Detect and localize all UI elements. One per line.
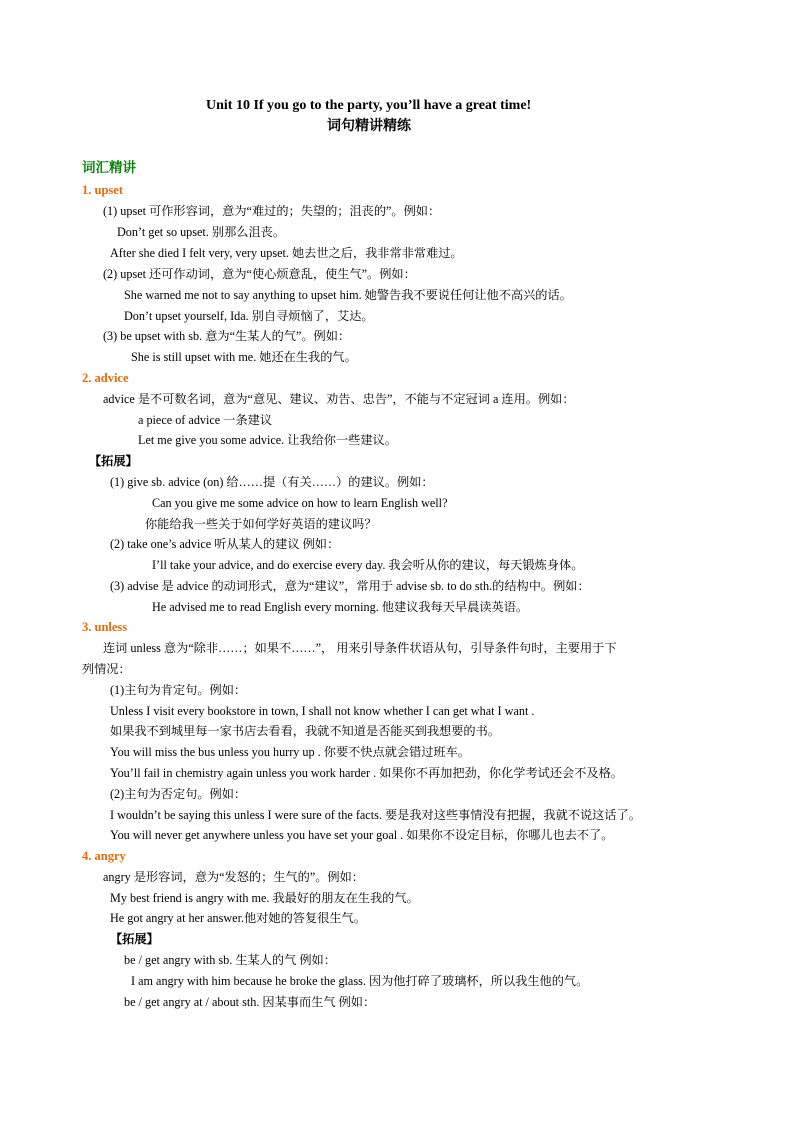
entry-line: (3) be upset with sb. 意为“生某人的气”。例如： bbox=[103, 329, 351, 343]
example-line: She warned me not to say anything to upset him. 她警告我不要说任何让他不高兴的话。 bbox=[124, 288, 572, 302]
entry-line: (2) take one’s advice 听从某人的建议 例如： bbox=[110, 537, 340, 551]
entry-line: (2) upset 还可作动词，意为“使心烦意乱，使生气”。例如： bbox=[103, 267, 416, 281]
example-line: I wouldn’t be saying this unless I were sure of the facts. 要是我对这些事情没有把握，我就不说这话了。 bbox=[110, 808, 641, 822]
entry-line: 连词 unless 意为“除非……；如果不……”， 用来引导条件状语从句，引导条件句时，主要用于下 bbox=[103, 641, 617, 655]
example-line: Don’t get so upset. 别那么沮丧。 bbox=[117, 225, 286, 239]
entry-line: 列情况： bbox=[82, 662, 131, 676]
example-line: Let me give you some advice. 让我给你一些建议。 bbox=[138, 433, 397, 447]
entry-line: (2)主句为否定句。例如： bbox=[110, 787, 247, 801]
example-line: You will never get anywhere unless you have set your goal . 如果你不设定目标，你哪儿也去不了。 bbox=[110, 828, 614, 842]
entry-line: (3) advise 是 advice 的动词形式，意为“建议”，常用于 advise sb. to do sth.的结构中。例如： bbox=[110, 579, 590, 593]
example-line: You’ll fail in chemistry again unless you work harder . 如果你不再加把劲，你化学考试还会不及格。 bbox=[110, 766, 623, 780]
extension-label: 【拓展】 bbox=[89, 454, 138, 468]
entry-line: angry 是形容词，意为“发怒的；生气的”。例如： bbox=[103, 870, 364, 884]
example-line: Unless I visit every bookstore in town, I shall not know whether I can get what I want . bbox=[110, 704, 535, 718]
example-line: a piece of advice 一条建议 bbox=[138, 413, 273, 427]
entry-heading-advice: 2. advice bbox=[82, 371, 129, 385]
entry-line: (1) upset 可作形容词，意为“难过的；失望的；沮丧的”。例如： bbox=[103, 204, 441, 218]
entry-line: be / get angry with sb. 生某人的气 例如： bbox=[124, 953, 336, 967]
example-line: My best friend is angry with me. 我最好的朋友在生我的气。 bbox=[110, 891, 419, 905]
entry-line: be / get angry at / about sth. 因某事而生气 例如： bbox=[124, 995, 376, 1009]
entry-line: (1)主句为肯定句。例如： bbox=[110, 683, 247, 697]
example-line: He advised me to read English every morning. 他建议我每天早晨读英语。 bbox=[152, 600, 529, 614]
example-line: 你能给我一些关于如何学好英语的建议吗？ bbox=[145, 517, 377, 531]
section-heading: 词汇精讲 bbox=[82, 160, 136, 175]
example-line: He got angry at her answer.他对她的答复很生气。 bbox=[110, 911, 366, 925]
example-line: Don’t upset yourself, Ida. 别自寻烦恼了，艾达。 bbox=[124, 309, 374, 323]
entry-heading-angry: 4. angry bbox=[82, 849, 126, 863]
example-line: After she died I felt very, very upset. 她去世之后，我非常非常难过。 bbox=[110, 246, 463, 260]
example-line: Can you give me some advice on how to learn English well? bbox=[152, 496, 448, 510]
example-line: You will miss the bus unless you hurry up . 你要不快点就会错过班车。 bbox=[110, 745, 470, 759]
example-line: 如果我不到城里每一家书店去看看，我就不知道是否能买到我想要的书。 bbox=[110, 724, 500, 738]
entry-line: advice 是不可数名词，意为“意见、建议、劝告、忠告”，不能与不定冠词 a 连用。例如： bbox=[103, 392, 575, 406]
example-line: I’ll take your advice, and do exercise every day. 我会听从你的建议，每天锻炼身体。 bbox=[152, 558, 584, 572]
extension-label: 【拓展】 bbox=[110, 932, 159, 946]
example-line: She is still upset with me. 她还在生我的气。 bbox=[131, 350, 357, 364]
entry-heading-upset: 1. upset bbox=[82, 183, 123, 197]
document-title: Unit 10 If you go to the party, you’ll have a great time! bbox=[206, 98, 532, 113]
document-subtitle: 词句精讲精练 bbox=[327, 119, 411, 134]
entry-line: (1) give sb. advice (on) 给……提（有关……）的建议。例如： bbox=[110, 475, 434, 489]
example-line: I am angry with him because he broke the glass. 因为他打碎了玻璃杯，所以我生他的气。 bbox=[131, 974, 589, 988]
entry-heading-unless: 3. unless bbox=[82, 620, 128, 634]
